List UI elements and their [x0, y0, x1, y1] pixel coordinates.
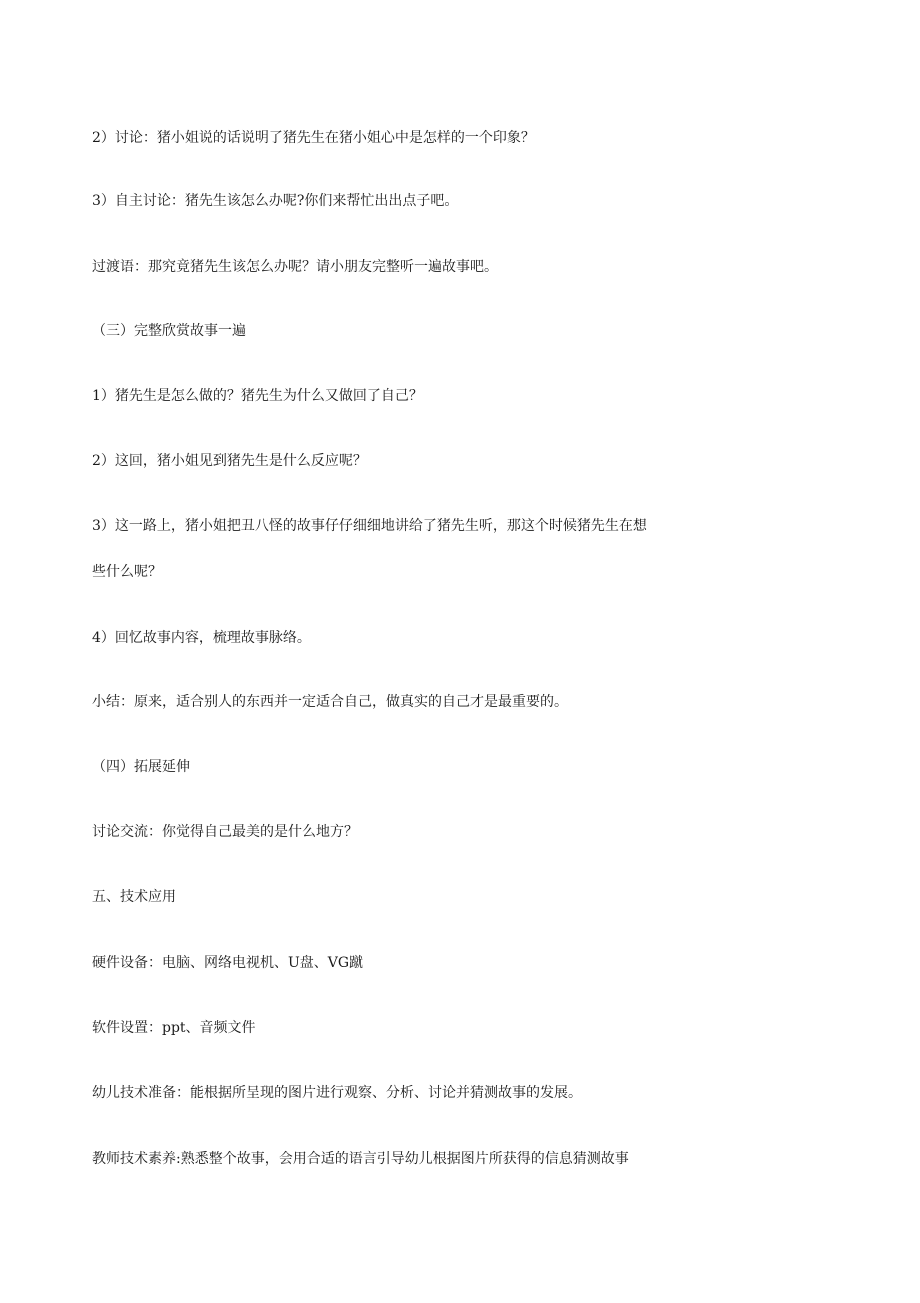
section-heading: 五、技术应用: [92, 889, 176, 905]
text-line: 4）回忆故事内容，梳理故事脉络。: [92, 630, 311, 646]
section-heading: （四）拓展延伸: [92, 759, 190, 775]
text-line: 过渡语：那究竟猪先生该怎么办呢？请小朋友完整听一遍故事吧。: [92, 259, 498, 275]
text-line: 2）讨论：猪小姐说的话说明了猪先生在猪小姐心中是怎样的一个印象？: [92, 130, 535, 146]
text-line: 硬件设备：电脑、网络电视机、U盘、VG蹴: [92, 955, 364, 971]
text-line: 讨论交流：你觉得自己最美的是什么地方？: [92, 824, 358, 840]
summary-line: 小结：原来，适合别人的东西并一定适合自己，做真实的自己才是最重要的。: [92, 694, 568, 710]
text-line: 软件设置：ppt、音频文件: [92, 1020, 256, 1036]
text-line: 些什么呢？: [92, 564, 162, 580]
section-heading: （三）完整欣赏故事一遍: [92, 323, 246, 339]
text-line: 幼儿技术准备：能根据所呈现的图片进行观察、分析、讨论并猜测故事的发展。: [92, 1085, 582, 1101]
text-line: 2）这回，猪小姐见到猪先生是什么反应呢？: [92, 453, 367, 469]
text-line: 教师技术素养:熟悉整个故事，会用合适的语言引导幼儿根据图片所获得的信息猜测故事: [92, 1151, 629, 1167]
text-line: 3）这一路上，猪小姐把丑八怪的故事仔仔细细地讲给了猪先生听，那这个时候猪先生在想: [92, 518, 647, 534]
text-line: 3）自主讨论：猪先生该怎么办呢?你们来帮忙出出点子吧。: [92, 193, 459, 209]
text-line: 1）猪先生是怎么做的？猪先生为什么又做回了自己？: [92, 388, 423, 404]
